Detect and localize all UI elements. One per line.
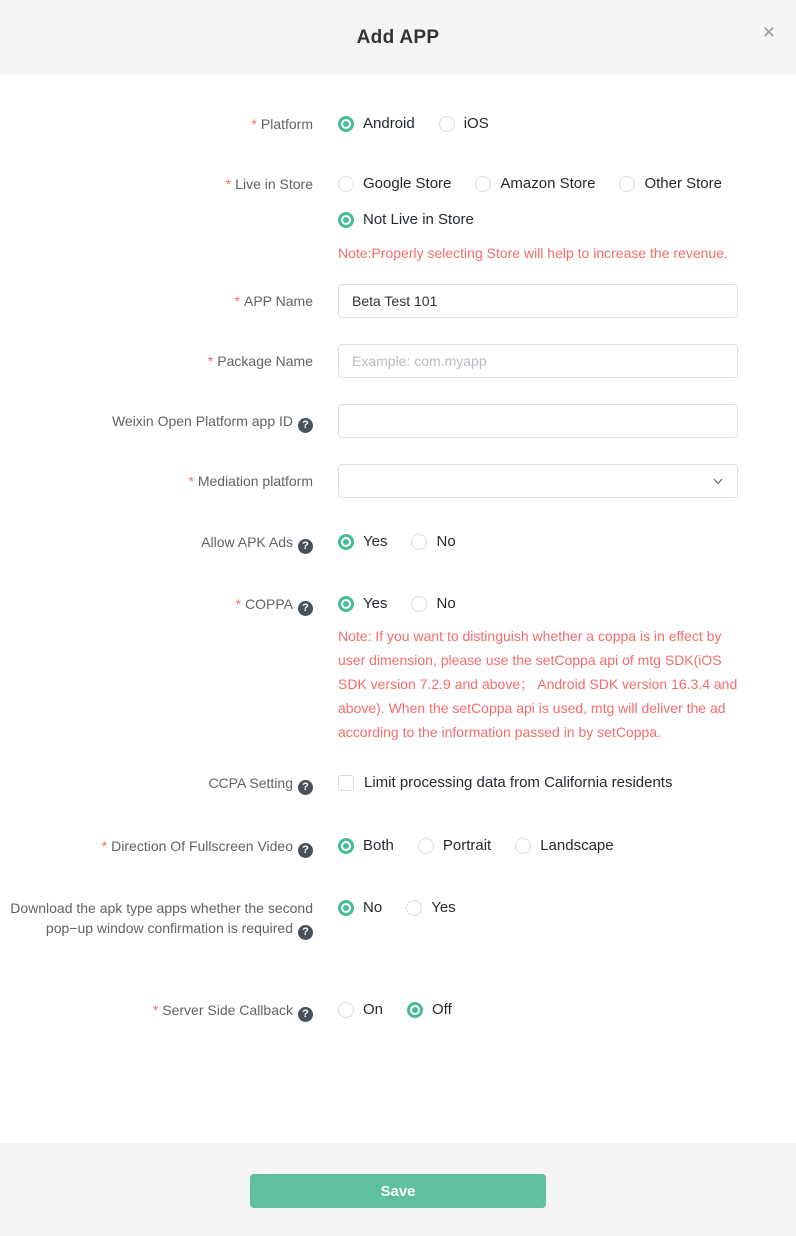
platform-option-android-label: Android bbox=[363, 115, 415, 132]
direction-option-portrait-label: Portrait bbox=[442, 837, 492, 854]
allow-apk-ads-option-yes-label: Yes bbox=[363, 533, 388, 550]
live-in-store-control bbox=[338, 174, 738, 266]
coppa-label bbox=[0, 594, 313, 616]
fullscreen-direction-label-text: Direction Of Fullscreen Video bbox=[111, 838, 293, 854]
required-asterisk: * bbox=[251, 116, 257, 132]
app-name-input[interactable] bbox=[338, 284, 738, 318]
store-option-other-label: Other Store bbox=[644, 175, 722, 192]
store-option-not-live[interactable] bbox=[338, 210, 474, 230]
help-icon[interactable]: ? bbox=[298, 601, 313, 616]
required-asterisk: * bbox=[235, 596, 242, 612]
server-callback-radio-group bbox=[338, 1000, 738, 1020]
direction-option-both-label: Both bbox=[363, 837, 394, 854]
mediation-platform-row bbox=[0, 464, 796, 498]
weixin-app-id-label-text: Weixin Open Platform app ID bbox=[111, 413, 293, 429]
apk-confirm-label-text: Download the apk type apps whether the second pop−up window confirmation is required bbox=[10, 900, 313, 936]
ccpa-control bbox=[338, 773, 738, 796]
radio-selected-icon bbox=[338, 212, 354, 228]
package-name-control bbox=[338, 344, 738, 378]
radio-selected-icon bbox=[338, 838, 354, 854]
radio-unselected-icon bbox=[338, 176, 354, 192]
apk-confirm-option-no[interactable] bbox=[338, 898, 382, 918]
direction-option-portrait[interactable] bbox=[418, 836, 491, 856]
mediation-platform-label bbox=[0, 464, 313, 491]
radio-unselected-icon bbox=[515, 838, 531, 854]
platform-option-ios[interactable] bbox=[439, 114, 489, 134]
store-option-amazon[interactable] bbox=[475, 174, 595, 194]
save-button[interactable]: Save bbox=[250, 1174, 546, 1208]
radio-unselected-icon bbox=[475, 176, 491, 192]
platform-row bbox=[0, 114, 796, 134]
required-asterisk: * bbox=[188, 473, 194, 489]
ccpa-label-text: CCPA Setting bbox=[208, 775, 293, 791]
help-icon[interactable]: ? bbox=[298, 925, 313, 940]
radio-unselected-icon bbox=[406, 900, 422, 916]
package-name-row bbox=[0, 344, 796, 378]
coppa-option-no[interactable] bbox=[411, 594, 455, 614]
apk-confirm-option-no-label: No bbox=[363, 899, 383, 916]
server-callback-option-off[interactable] bbox=[407, 1000, 452, 1020]
coppa-radio-group bbox=[338, 594, 738, 614]
mediation-platform-control bbox=[338, 464, 738, 498]
server-callback-option-on[interactable] bbox=[338, 1000, 383, 1020]
apk-confirm-option-yes[interactable] bbox=[406, 898, 455, 918]
dialog-title: Add APP bbox=[356, 26, 440, 48]
fullscreen-direction-label bbox=[0, 836, 313, 858]
ccpa-checkbox-label: Limit processing data from California residents bbox=[364, 774, 673, 791]
app-name-control bbox=[338, 284, 738, 318]
live-in-store-row bbox=[0, 174, 796, 266]
direction-option-landscape-label: Landscape bbox=[540, 837, 614, 854]
apk-confirm-radio-group bbox=[338, 898, 738, 918]
radio-selected-icon bbox=[407, 1002, 423, 1018]
app-name-row bbox=[0, 284, 796, 318]
weixin-app-id-row bbox=[0, 404, 796, 438]
package-name-input[interactable] bbox=[338, 344, 738, 378]
required-asterisk: * bbox=[234, 293, 240, 309]
help-icon[interactable]: ? bbox=[298, 418, 313, 433]
allow-apk-ads-row bbox=[0, 532, 796, 554]
server-callback-row bbox=[0, 1000, 796, 1022]
close-icon[interactable]: ✕ bbox=[761, 23, 776, 42]
allow-apk-ads-label bbox=[0, 532, 313, 554]
mediation-platform-label-text: Mediation platform bbox=[197, 473, 313, 489]
store-option-google[interactable] bbox=[338, 174, 451, 194]
dialog-header bbox=[0, 0, 796, 75]
radio-selected-icon bbox=[338, 116, 354, 132]
add-app-form bbox=[0, 75, 796, 1022]
fullscreen-direction-radio-group bbox=[338, 836, 738, 856]
app-name-label bbox=[0, 284, 313, 311]
apk-confirm-option-yes-label: Yes bbox=[431, 899, 456, 916]
coppa-row bbox=[0, 594, 796, 744]
store-option-other[interactable] bbox=[619, 174, 722, 194]
allow-apk-ads-option-no-label: No bbox=[436, 533, 456, 550]
required-asterisk: * bbox=[101, 838, 108, 854]
radio-unselected-icon bbox=[411, 534, 427, 550]
live-in-store-label bbox=[0, 174, 313, 194]
package-name-label-text: Package Name bbox=[217, 353, 313, 369]
radio-unselected-icon bbox=[439, 116, 455, 132]
mediation-platform-select[interactable] bbox=[338, 464, 738, 498]
platform-option-ios-label: iOS bbox=[463, 115, 489, 132]
coppa-control bbox=[338, 594, 738, 744]
radio-selected-icon bbox=[338, 534, 354, 550]
radio-unselected-icon bbox=[338, 1002, 354, 1018]
server-callback-option-off-label: Off bbox=[432, 1001, 452, 1018]
required-asterisk: * bbox=[152, 1002, 159, 1018]
apk-confirm-row bbox=[0, 898, 796, 940]
coppa-label-text: COPPA bbox=[245, 596, 293, 612]
coppa-option-yes-label: Yes bbox=[363, 595, 388, 612]
live-in-store-label-text: Live in Store bbox=[235, 176, 313, 192]
allow-apk-ads-radio-group bbox=[338, 532, 738, 552]
help-icon[interactable]: ? bbox=[298, 843, 313, 858]
radio-selected-icon bbox=[338, 596, 354, 612]
allow-apk-ads-option-no[interactable] bbox=[411, 532, 455, 552]
server-callback-label bbox=[0, 1000, 313, 1022]
help-icon[interactable]: ? bbox=[298, 780, 313, 795]
server-callback-label-text: Server Side Callback bbox=[162, 1002, 293, 1018]
ccpa-checkbox-option[interactable] bbox=[338, 773, 672, 793]
help-icon[interactable]: ? bbox=[298, 539, 313, 554]
checkbox-unchecked-icon bbox=[338, 775, 354, 791]
allow-apk-ads-option-yes[interactable] bbox=[338, 532, 387, 552]
weixin-app-id-control bbox=[338, 404, 738, 438]
direction-option-landscape[interactable] bbox=[515, 836, 613, 856]
required-asterisk: * bbox=[225, 176, 232, 192]
required-asterisk: * bbox=[207, 353, 214, 369]
ccpa-label bbox=[0, 773, 313, 795]
package-name-label bbox=[0, 344, 313, 371]
help-icon[interactable]: ? bbox=[298, 1007, 313, 1022]
apk-confirm-label bbox=[0, 898, 313, 940]
radio-selected-icon bbox=[338, 900, 354, 916]
platform-label bbox=[0, 114, 313, 134]
server-callback-option-on-label: On bbox=[363, 1001, 384, 1018]
direction-option-both[interactable] bbox=[338, 836, 394, 856]
platform-radio-group bbox=[338, 114, 738, 134]
ccpa-row bbox=[0, 773, 796, 796]
platform-option-android[interactable] bbox=[338, 114, 415, 134]
store-option-amazon-label: Amazon Store bbox=[500, 175, 596, 192]
store-option-google-label: Google Store bbox=[363, 175, 452, 192]
store-option-not-live-label: Not Live in Store bbox=[363, 211, 474, 228]
dialog-footer bbox=[0, 1143, 796, 1236]
radio-unselected-icon bbox=[411, 596, 427, 612]
coppa-option-no-label: No bbox=[436, 595, 456, 612]
coppa-note: Note: If you want to distinguish whether a coppa is in effect by user dimension, please use the setCoppa api of mtg SDK(iOS SDK version 7.2.9 and above； Android SDK version 16.3.4 and above). When the setCoppa api is used, mtg will deliver the ad according to the information passed in by setCoppa. bbox=[338, 628, 738, 740]
radio-unselected-icon bbox=[619, 176, 635, 192]
coppa-option-yes[interactable] bbox=[338, 594, 387, 614]
store-note: Note:Properly selecting Store will help to increase the revenue. bbox=[338, 245, 728, 261]
weixin-app-id-input[interactable] bbox=[338, 404, 738, 438]
weixin-app-id-label bbox=[0, 404, 313, 433]
radio-unselected-icon bbox=[418, 838, 434, 854]
live-in-store-radio-group-line1 bbox=[338, 174, 738, 194]
platform-label-text: Platform bbox=[260, 116, 313, 132]
chevron-down-icon bbox=[712, 475, 724, 487]
allow-apk-ads-label-text: Allow APK Ads bbox=[201, 534, 293, 550]
fullscreen-direction-row bbox=[0, 836, 796, 858]
live-in-store-radio-group-line2 bbox=[338, 210, 738, 230]
app-name-label-text: APP Name bbox=[244, 293, 313, 309]
